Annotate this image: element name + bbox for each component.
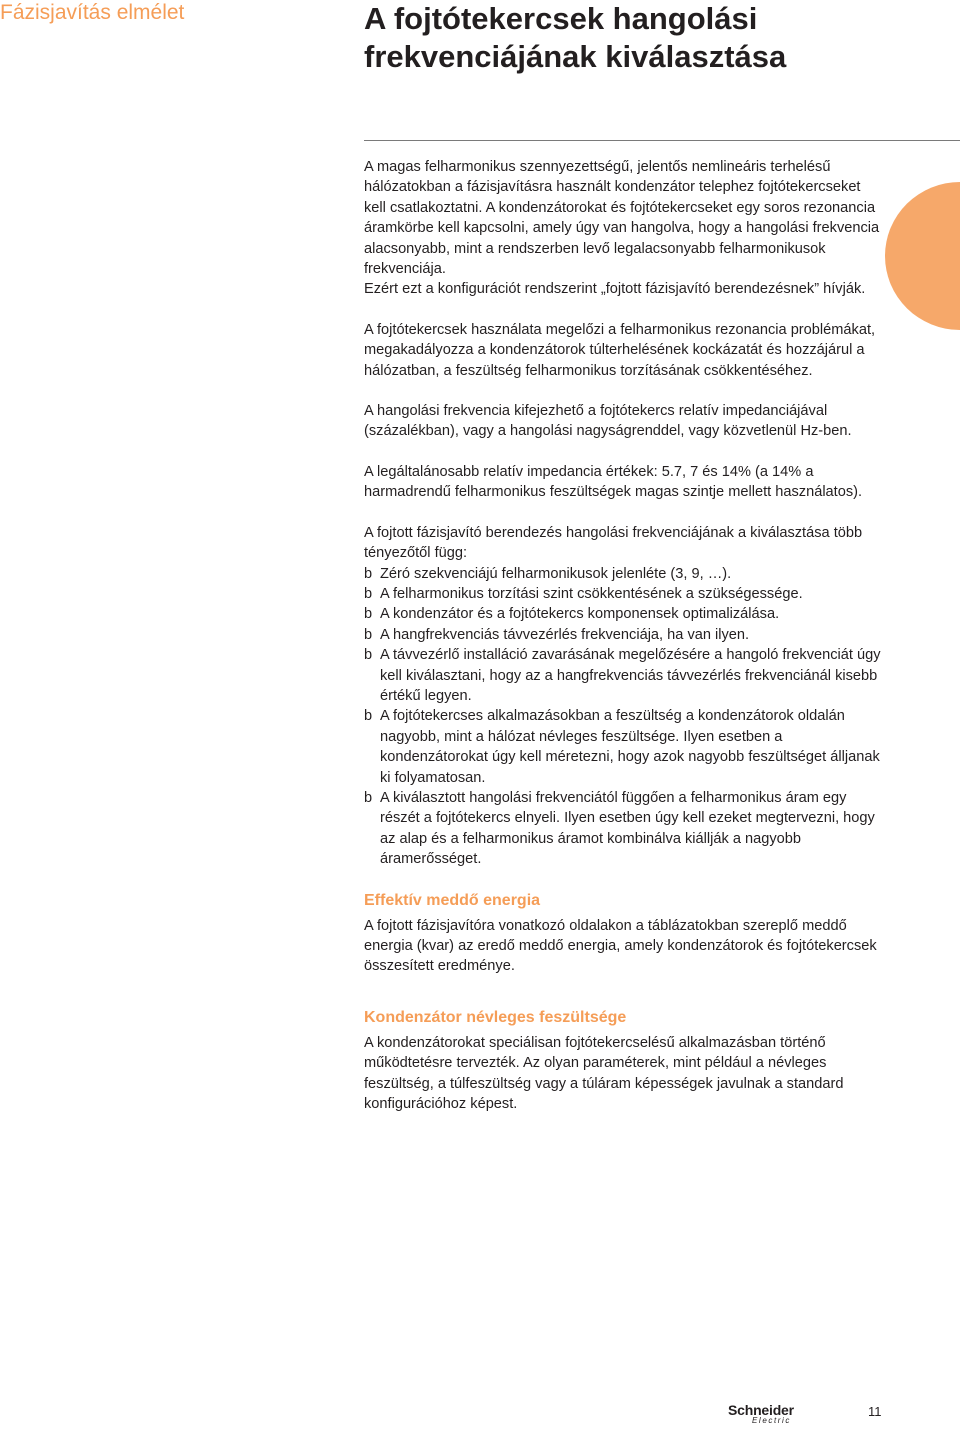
factors-list <box>364 564 884 870</box>
bullet-marker: b <box>364 565 373 582</box>
logo-brand-name: Schneider <box>728 1402 794 1418</box>
effective-energy-paragraph: A fojtott fázisjavítóra vonatkozó oldalakon a táblázatokban szereplő meddő energia (kvar) az eredő meddő energia, amely kondenzátorok és fojtótekercsek összesített eredménye. <box>364 917 877 975</box>
list-item-text: A fojtótekercses alkalmazásokban a feszültség a kondenzátorok oldalán nagyobb, mint a hálózat névleges feszültsége. Ilyen esetben a kondenzátorokat úgy kell méretezni, hogy azok nagyobb feszültséget álljanak ki folyamatosan. <box>380 708 880 786</box>
list-item-text: A kiválasztott hangolási frekvenciától függően a felharmonikus áram egy részét a fojtótekercs elnyeli. Ilyen esetben úgy kell ezeket megtervezni, hogy az alap és a felharmonikus áramot kombinálva kiállják a nagyobb áramerősséget. <box>380 789 875 868</box>
title-divider <box>364 140 960 141</box>
section-label: Fázisjavítás elmélet <box>0 1 185 24</box>
list-item-text: Zéró szekvenciájú felharmonikusok jelenléte (3, 9, …). <box>380 565 732 582</box>
list-item <box>364 584 884 604</box>
impedance-values-paragraph: A legáltalánosabb relatív impedancia értékek: 5.7, 7 és 14% (a 14% a harmadrendű felharmonikus feszültségek magas szintje mellett használatos). <box>364 463 863 501</box>
page-title-line-2: frekvenciájának kiválasztása <box>364 39 787 74</box>
list-item <box>364 604 884 624</box>
bullet-marker: b <box>364 585 373 602</box>
page-title <box>364 0 924 76</box>
tuning-frequency-paragraph: A hangolási frekvencia kifejezhető a fojtótekercs relatív impedanciájával (százalékban), vagy a hangolási nagyságrenddel, vagy közvetlenül Hz-ben. <box>364 403 852 440</box>
intro-note: Ezért ezt a konfigurációt rendszerint „fojtott fázisjavító berendezésnek” hívják. <box>364 281 866 298</box>
page-title-line-1: A fojtótekercsek hangolási <box>364 1 758 36</box>
list-item-text: A távvezérlő installáció zavarásának megelőzésére a hangoló frekvenciát úgy kell kiválasztani, hogy az a hangfrekvenciás távvezérlés frekvenciánál kisebb értékű legyen. <box>380 647 881 704</box>
page-number: 11 <box>868 1404 882 1419</box>
bullet-marker: b <box>364 708 373 725</box>
bullet-marker: b <box>364 606 373 623</box>
schneider-electric-logo <box>728 1402 808 1428</box>
list-item <box>364 788 884 870</box>
list-item-text: A felharmonikus torzítási szint csökkentésének a szükségessége. <box>380 585 803 602</box>
list-item <box>364 706 884 788</box>
capacitor-voltage-paragraph: A kondenzátorokat speciálisan fojtótekercselésű alkalmazásban történő működtetésre tervezték. Az olyan paraméterek, mint például a névleges feszültség, a túlfeszültség vagy a túláram képességek javulnak a standard konfigurációhoz képest. <box>364 1034 844 1113</box>
logo-brand-sub: Electric <box>752 1416 792 1425</box>
list-item-text: A hangfrekvenciás távvezérlés frekvenciája, ha van ilyen. <box>380 626 750 643</box>
intro-paragraph: A magas felharmonikus szennyezettségű, jelentős nemlineáris terhelésű hálózatokban a fázisjavításra használt kondenzátor telephez fojtótekercseket kell csatlakoztatni. A kondenzátorokat és fojtótekercseket egy soros rezonancia áramkörbe kell kapcsolni, amely úgy van hangolva, hogy a hangolási frekvencia alacsonyabb, mint a rendszerben levő legalacsonyabb felharmonikusok frekvenciája. <box>364 159 880 278</box>
list-item <box>364 645 884 706</box>
reactor-benefits-paragraph: A fojtótekercsek használata megelőzi a felharmonikus rezonancia problémákat, megakadályozza a kondenzátorok túlterhelésének kockázatát és hozzájárul a hálózatban, a feszültség felharmonikus torzításának csökkentéséhez. <box>364 321 876 379</box>
list-item-text: A kondenzátor és a fojtótekercs komponensek optimalizálása. <box>380 606 780 623</box>
bullet-marker: b <box>364 626 373 643</box>
main-content <box>364 157 884 1134</box>
list-item <box>364 625 884 645</box>
list-item <box>364 564 884 584</box>
heading-capacitor-voltage: Kondenzátor névleges feszültsége <box>364 1008 627 1026</box>
bullet-marker: b <box>364 789 373 806</box>
factors-intro: A fojtott fázisjavító berendezés hangolási frekvenciájának a kiválasztása több tényezőtől függ: <box>364 524 863 562</box>
bullet-marker: b <box>364 647 373 664</box>
side-tab-marker <box>885 182 960 330</box>
heading-effective-reactive-energy: Effektív meddő energia <box>364 891 541 909</box>
